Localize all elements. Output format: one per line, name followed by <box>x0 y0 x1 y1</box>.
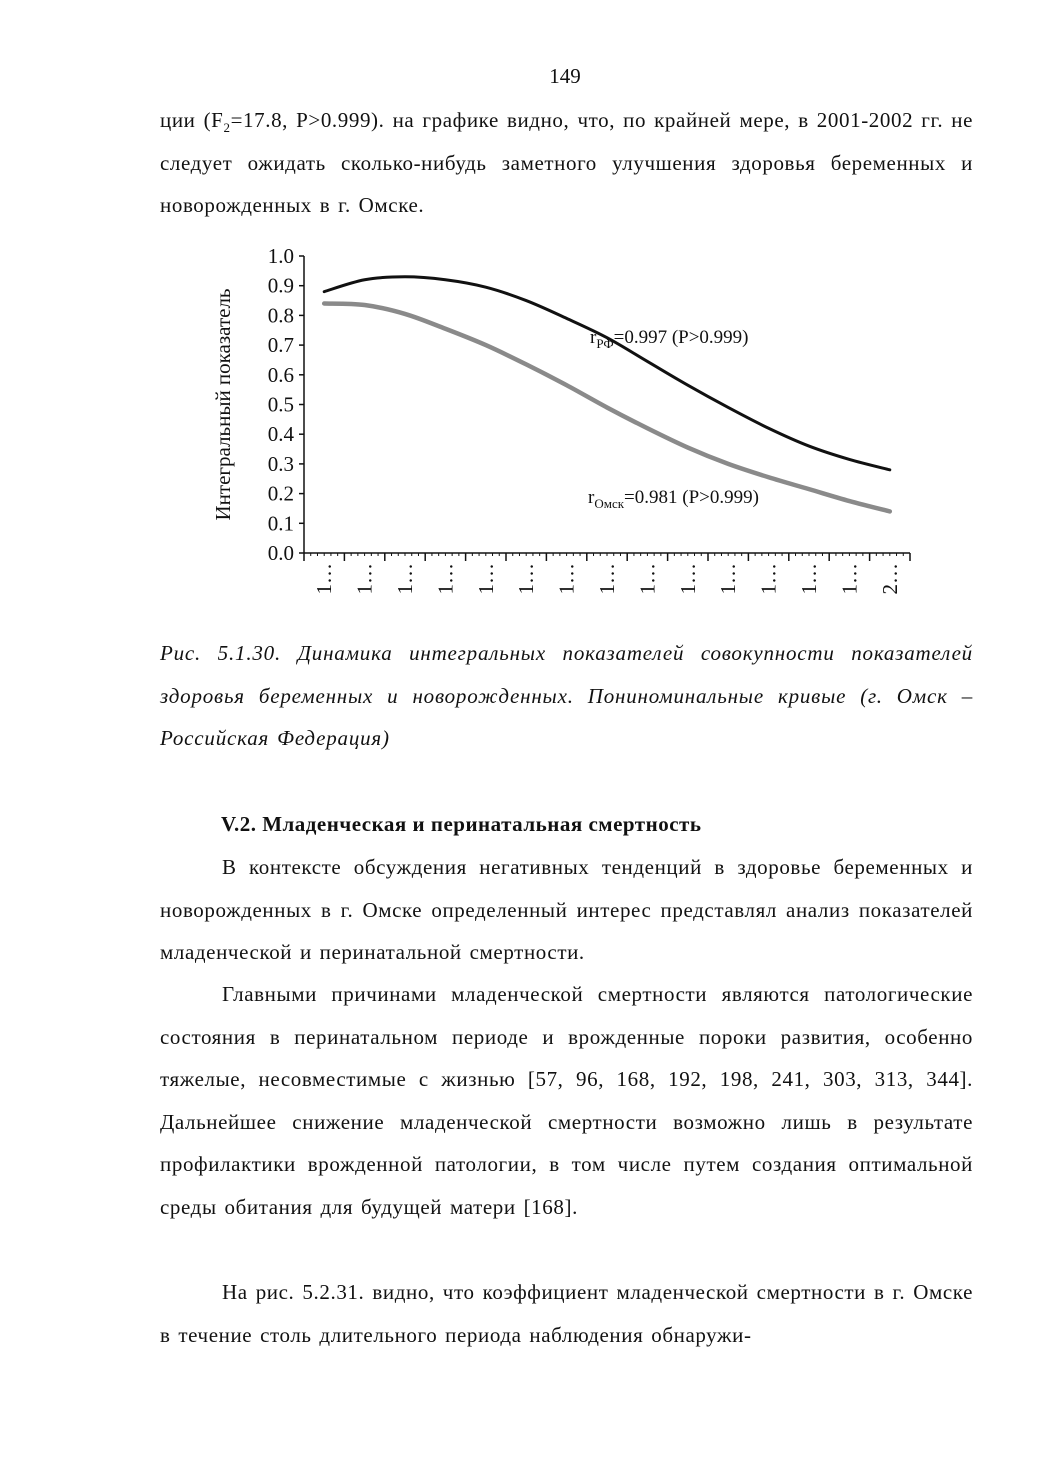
x-tick-label: 1… <box>433 563 458 595</box>
y-tick-label: 0.6 <box>267 362 294 387</box>
y-tick-label: 0.1 <box>267 511 294 536</box>
y-axis-label: Интегральный показатель <box>211 288 235 521</box>
figure-caption: Рис. 5.1.30. Динамика интегральных показателей совокупности показателей здоровья беременных и новорожденных. Пониноминальные кривые (г. Омск – Российская Федерация) <box>160 641 973 750</box>
line-chart <box>200 240 930 610</box>
x-tick-label: 1… <box>635 563 660 595</box>
series-line-2 <box>324 304 890 512</box>
series-annotation-2: $r_{Омск}=0.981$ (P>0.999) <box>588 487 759 511</box>
x-tick-label: 1… <box>393 563 417 595</box>
series-line-1 <box>324 277 890 470</box>
page-number: 149 <box>549 64 581 88</box>
y-tick-label: 0.3 <box>267 451 294 476</box>
x-tick-label: 1… <box>312 563 337 595</box>
intro-subscript: 2 <box>223 120 231 136</box>
paragraph-2: Главными причинами младенческой смертности являются патологические состояния в перинатальном периоде и врожденные пороки развития, особенно тяжелые, несовместимые с жизнью [57, 96, 168, 192, 198, 241, 303, 313, 344]. Дальнейшее снижение младенческой смертности возможно лишь в результате профилактики врожденной патологии, в том числе путем создания оптимальной среды обитания для будущей матери [168]. <box>160 982 973 1219</box>
y-tick-label: 1.0 <box>267 244 294 268</box>
y-tick-label: 0.4 <box>267 422 294 447</box>
y-tick-label: 0.5 <box>267 392 294 417</box>
section-heading: V.2. Младенческая и перинатальная смертность <box>221 812 702 836</box>
x-tick-label: 1… <box>595 563 619 595</box>
x-tick-label: 2… <box>877 563 902 595</box>
y-tick-label: 0.7 <box>267 333 294 358</box>
x-tick-label: 1… <box>797 563 821 595</box>
intro-text-post: =17.8, P>0.999). на графике видно, что, по крайней мере, в 2001-2002 гг. не следует ожидать сколько-нибудь заметного улучшения здоровья беременных и новорожденных в г. Омске. <box>160 108 973 217</box>
y-tick-label: 0.8 <box>267 303 294 328</box>
x-tick-label: 1… <box>352 563 377 595</box>
chart-container <box>200 240 930 610</box>
paragraph-1: В контексте обсуждения негативных тенденций в здоровье беременных и новорожденных в г. Омске определенный интерес представлял анализ показателей младенческой и перинатальной смертности. <box>160 855 973 964</box>
series-annotation-1: $r_{РФ}=0.997$ (P>0.999) <box>590 327 749 351</box>
x-tick-label: 1… <box>473 563 498 595</box>
x-tick-label: 1… <box>837 563 862 595</box>
x-tick-label: 1… <box>675 563 700 595</box>
y-tick-label: 0.0 <box>267 541 294 565</box>
x-tick-label: 1… <box>554 563 579 595</box>
x-tick-label: 1… <box>756 563 781 595</box>
intro-text-pre: ции (F <box>160 108 224 132</box>
intro-paragraph <box>160 99 973 227</box>
paragraph-3: На рис. 5.2.31. видно, что коэффициент младенческой смертности в г. Омске в течение столь длительного периода наблюдения обнаружи- <box>160 1280 973 1347</box>
x-tick-label: 1… <box>716 563 741 595</box>
x-tick-label: 1… <box>514 563 539 595</box>
y-tick-label: 0.9 <box>267 273 294 298</box>
y-tick-label: 0.2 <box>267 481 294 506</box>
